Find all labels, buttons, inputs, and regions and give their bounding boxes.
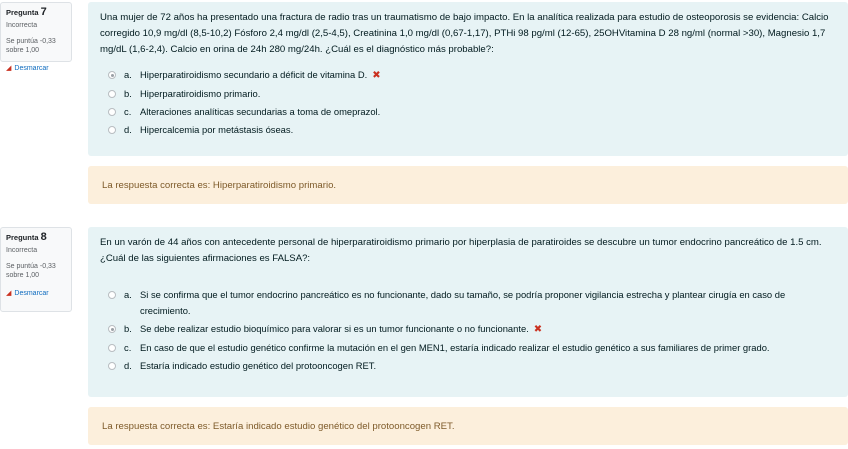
correct-answer-feedback-7: La respuesta correcta es: Hiperparatiroidismo primario. xyxy=(88,166,848,204)
answer-option-b[interactable]: b. Se debe realizar estudio bioquímico para valorar si es un tumor funcionante o no funcionante. ✖ xyxy=(100,321,836,338)
question-text: En un varón de 44 años con antecedente personal de hiperparatiroidismo primario por hiperplasia de paratiroides se descubre un tumor endocrino pancreático de 1.5 cm. ¿Cuál de las siguientes afirmaciones es FALSA?: xyxy=(100,237,822,264)
question-info-7 xyxy=(0,2,72,72)
answer-list xyxy=(100,287,836,374)
answer-radio[interactable] xyxy=(108,108,116,116)
question-state: Incorrecta xyxy=(6,247,38,254)
question-info-8 xyxy=(0,227,72,312)
unflag-link[interactable]: ◢ Desmarcar xyxy=(6,65,49,72)
answer-radio[interactable] xyxy=(108,291,116,299)
flag-icon: ◢ xyxy=(6,65,12,72)
question-number: 8 xyxy=(40,231,47,243)
flag-icon: ◢ xyxy=(6,290,12,297)
answer-option-a[interactable]: a. Hiperparatiroidismo secundario a déficit de vitamina D. ✖ xyxy=(100,67,836,84)
question-title: Pregunta 8 xyxy=(6,231,47,243)
answer-option-c[interactable]: c. En caso de que el estudio genético confirme la mutación en el gen MEN1, estaría indicado realizar el estudio genético a sus familiares de primer grado. xyxy=(100,340,836,356)
cross-icon: ✖ xyxy=(372,70,381,81)
question-text: Una mujer de 72 años ha presentado una fractura de radio tras un traumatismo de bajo impacto. En la analítica realizada para estudio de osteoporosis se evidencia: Calcio corregido 10,9 mg/dl (8,5-10,2) Fósforo 2,4 mg/dl (2,5-4,5), Creatinina 1,0 mg/dl (0,67-1,17), PTHi 98 pg/ml (12-65), 25OHVitamina D 28 ng/ml (normal >30), Magnesio 1,7 mg/dL (1,6-2,4). Calcio en orina de 24h 280 mg/24h. ¿Cuál es el diagnóstico más probable?: xyxy=(100,12,829,55)
answer-radio[interactable] xyxy=(108,90,116,98)
answer-option-d[interactable]: d. Estaría indicado estudio genético del protooncogen RET. xyxy=(100,358,836,374)
question-title: Pregunta 7 xyxy=(6,6,47,18)
answer-option-b[interactable]: b. Hiperparatiroidismo primario. xyxy=(100,86,836,102)
answer-option-d[interactable]: d. Hipercalcemia por metástasis óseas. xyxy=(100,122,836,138)
question-grade: Se puntúa -0,33 sobre 1,00 xyxy=(6,263,56,279)
question-grade: Se puntúa -0,33 sobre 1,00 xyxy=(6,38,56,54)
answer-radio[interactable] xyxy=(108,71,116,79)
answer-option-a[interactable]: a. Si se confirma que el tumor endocrino pancreático es no funcionante, dado su tamaño, se podría proponer vigilancia estrecha y plantear cirugía en caso de crecimiento. xyxy=(100,287,836,319)
answer-option-c[interactable]: c. Alteraciones analíticas secundarias a toma de omeprazol. xyxy=(100,104,836,120)
answer-radio[interactable] xyxy=(108,126,116,134)
question-number: 7 xyxy=(40,6,47,18)
correct-answer-feedback-8: La respuesta correcta es: Estaría indicado estudio genético del protooncogen RET. xyxy=(88,407,848,445)
answer-radio[interactable] xyxy=(108,344,116,352)
question-formulation-7 xyxy=(88,2,848,156)
answer-radio[interactable] xyxy=(108,362,116,370)
question-state: Incorrecta xyxy=(6,22,38,29)
unflag-link[interactable]: ◢ Desmarcar xyxy=(6,290,49,297)
cross-icon: ✖ xyxy=(533,324,543,335)
answer-radio[interactable] xyxy=(108,325,116,333)
answer-list xyxy=(100,67,836,138)
question-formulation-8 xyxy=(88,227,848,397)
